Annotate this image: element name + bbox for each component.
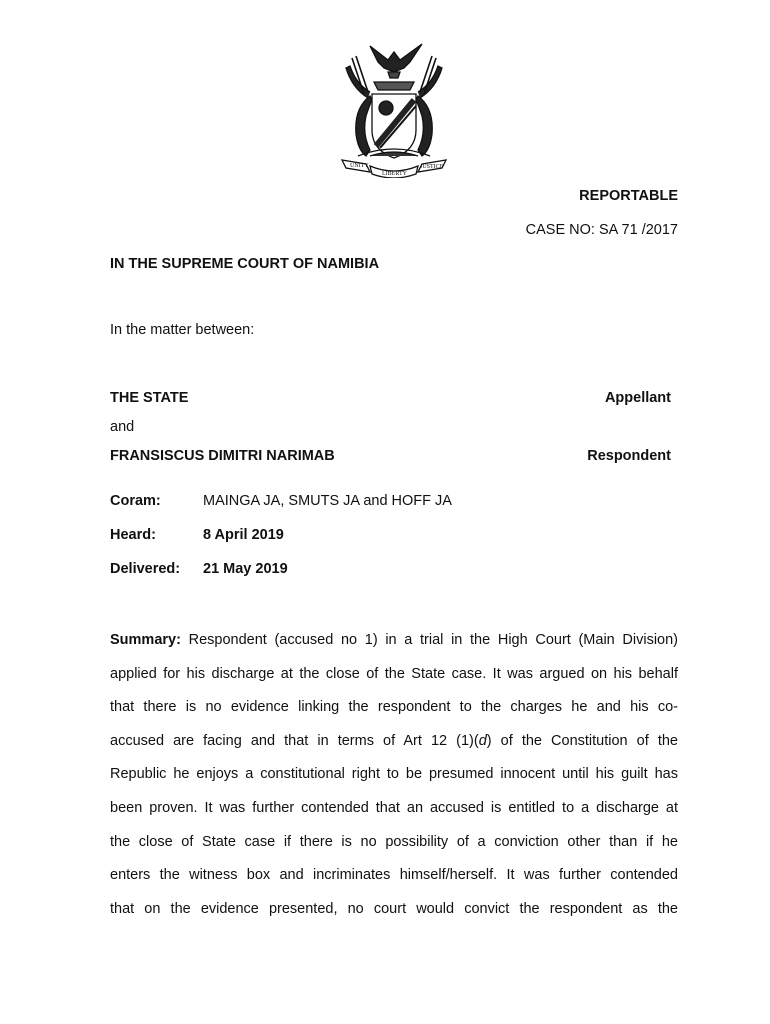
summary-line: applied for his discharge at the close of the State case. It was argued on his behalf — [110, 665, 678, 682]
reportable-heading: REPORTABLE — [579, 188, 678, 204]
summary-line: that there is no evidence linking the respondent to the charges he and his co- — [110, 699, 678, 716]
summary-italic-text: d — [478, 732, 487, 749]
summary-line — [110, 624, 678, 658]
appellant-name: THE STATE — [110, 390, 189, 406]
court-title: IN THE SUPREME COURT OF NAMIBIA — [110, 256, 380, 272]
summary-paragraph — [110, 624, 678, 926]
summary-text: Respondent (accused no 1) in a trial in the High Court (Main Division) — [180, 632, 678, 648]
summary-line — [110, 725, 678, 759]
coram-label: Coram: — [110, 493, 161, 509]
summary-text: accused are facing and that in terms of Art 12 (1)( — [110, 732, 479, 749]
delivered-label: Delivered: — [110, 561, 181, 577]
summary-line: the close of State case if there is no possibility of a conviction other than if he — [110, 833, 678, 850]
crest-motto-left: UNITY — [350, 163, 369, 169]
summary-text: ) of the Constitution of the — [486, 732, 678, 749]
summary-line: that on the evidence presented, no court would convict the respondent as the — [110, 900, 678, 917]
summary-line: enters the witness box and incriminates himself/herself. It was further contended — [110, 867, 678, 884]
appellant-role: Appellant — [604, 390, 671, 406]
coram-value: MAINGA JA, SMUTS JA and HOFF JA — [203, 493, 452, 509]
parties-intro: In the matter between: — [110, 322, 255, 338]
delivered-value: 21 May 2019 — [203, 561, 288, 577]
crest-motto-right: JUSTICE — [420, 164, 444, 170]
heard-label: Heard: — [110, 527, 156, 543]
heard-value: 8 April 2019 — [203, 527, 284, 543]
parties-and: and — [110, 419, 135, 435]
respondent-role: Respondent — [587, 448, 671, 464]
respondent-name: FRANSISCUS DIMITRI NARIMAB — [110, 448, 335, 464]
case-number: CASE NO: SA 71 /2017 — [525, 222, 678, 238]
summary-line: been proven. It was further contended that an accused is entitled to a discharge at — [110, 799, 678, 816]
crest-motto-center: LIBERTY — [382, 171, 407, 177]
summary-line: Republic he enjoys a constitutional right to be presumed innocent until his guilt has — [110, 766, 678, 783]
summary-label: Summary: — [110, 632, 181, 648]
namibia-coat-of-arms-icon — [330, 38, 458, 178]
